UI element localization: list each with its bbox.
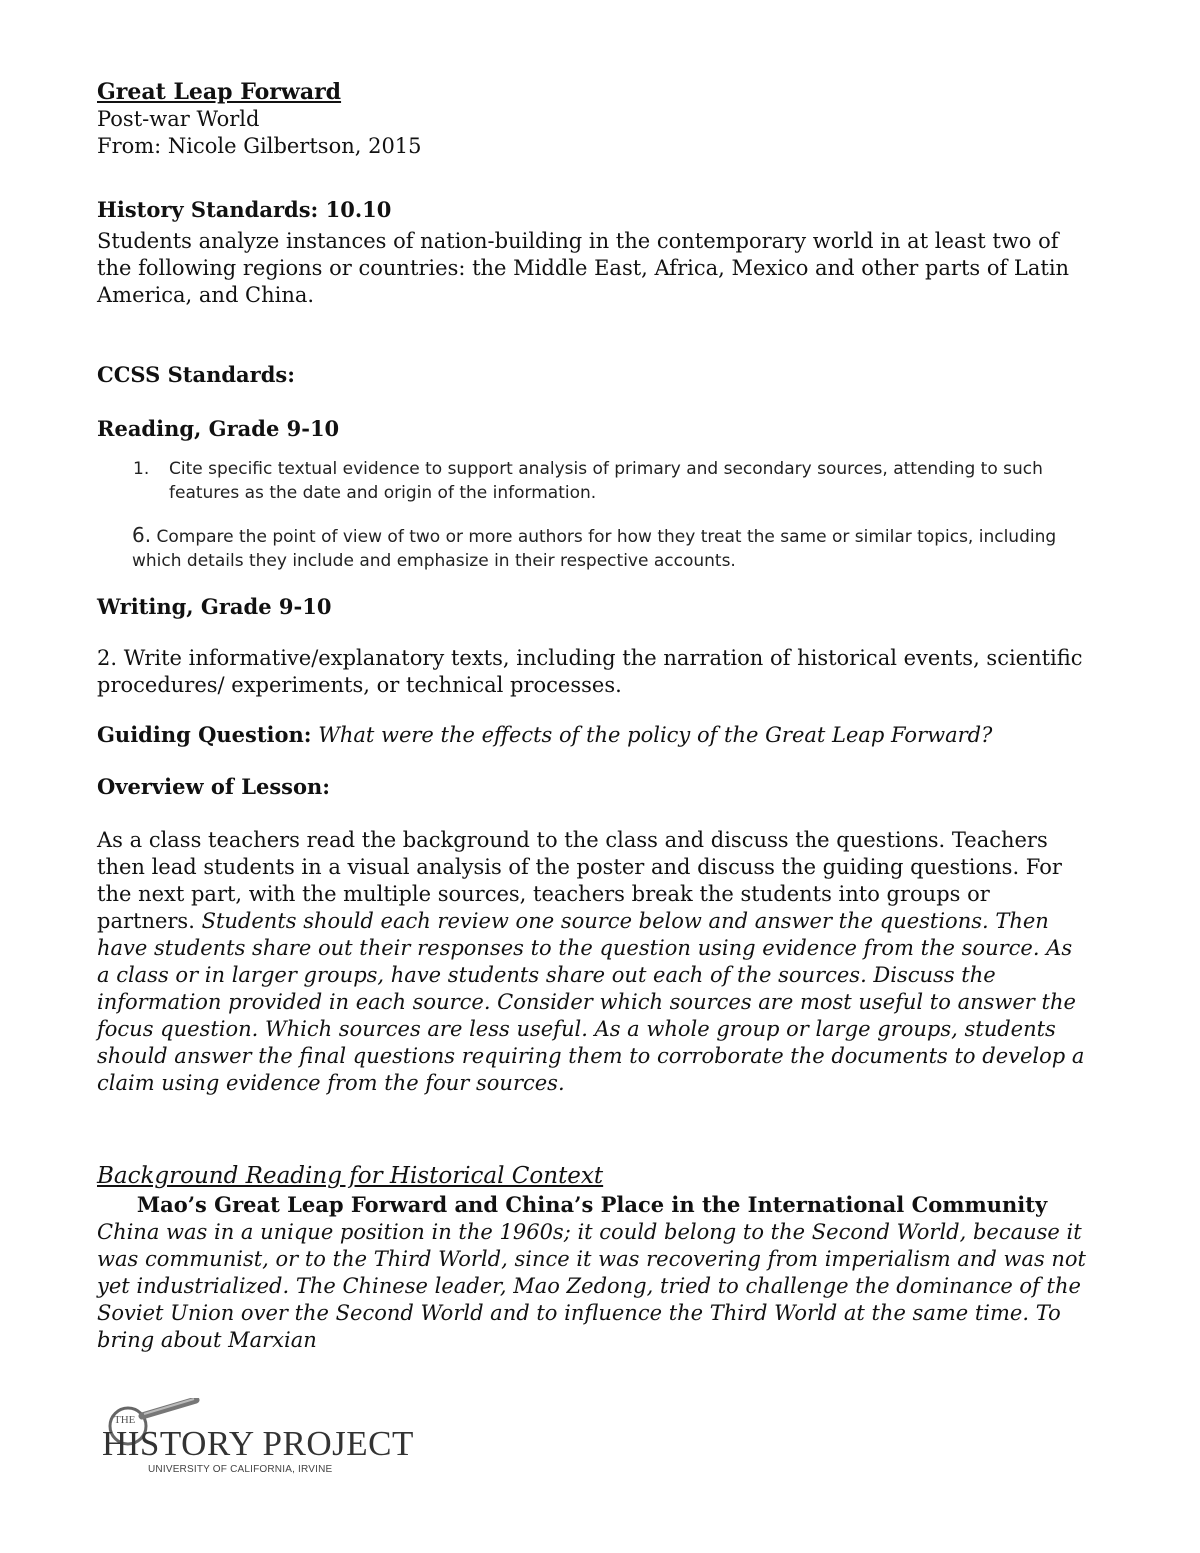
writing-text: 2. Write informative/explanatory texts, including the narration of historical events, scientific procedures/ experiments, or technical processes. bbox=[97, 646, 1083, 697]
history-standards-heading: History Standards: 10.10 bbox=[97, 197, 392, 222]
reading-item-text: Compare the point of view of two or more authors for how they treat the same or similar topics, including which details they include and emphasize in their respective accounts. bbox=[132, 527, 1057, 571]
document-author: From: Nicole Gilbertson, 2015 bbox=[97, 134, 422, 158]
logo-small-text: THE bbox=[114, 1414, 136, 1426]
overview-heading: Overview of Lesson: bbox=[97, 774, 330, 799]
guiding-question bbox=[97, 721, 1087, 749]
reading-heading: Reading, Grade 9-10 bbox=[97, 416, 340, 441]
overview-text-italic: Students should each review one source below and answer the questions. Then have students share out their responses to the question using evidence from the source. As a class or in larger groups, have students share out each of the sources. Discuss the information provided in each source. Consider which sources are most useful to answer the focus question. Which sources are less useful. As a whole group or large groups, students should answer the final questions requiring them to corroborate the documents to develop a claim using evidence from the four sources. bbox=[97, 909, 1085, 1095]
logo-main-text: HISTORY PROJECT bbox=[102, 1424, 414, 1463]
reading-item-number: 1. bbox=[133, 459, 150, 479]
history-standards-text: Students analyze instances of nation-building in the contemporary world in at least two of the following regions or countries: the Middle East, Africa, Mexico and other parts of Latin America, and China. bbox=[97, 229, 1070, 307]
reading-item-text: Cite specific textual evidence to support analysis of primary and secondary sources, attending to such features as the date and origin of the information. bbox=[169, 459, 1043, 503]
reading-item-number: 6. bbox=[132, 523, 152, 547]
reading-item-6 bbox=[97, 523, 1087, 573]
document-page bbox=[97, 78, 1087, 1354]
overview-text-plain: As a class teachers read the background to the class and discuss the questions. Teachers then lead students in a visual analysis of the poster and discuss the guiding questions. For the next part, with the multiple sources, teachers break the students into groups or partners. bbox=[97, 828, 1062, 933]
history-project-logo bbox=[100, 1398, 430, 1478]
guiding-question-label: Guiding Question: bbox=[97, 722, 312, 747]
ccss-heading: CCSS Standards: bbox=[97, 362, 295, 387]
guiding-question-text: What were the effects of the policy of the Great Leap Forward? bbox=[318, 723, 993, 747]
document-title: Great Leap Forward bbox=[97, 79, 342, 105]
document-subtitle: Post-war World bbox=[97, 107, 260, 131]
overview-text bbox=[97, 827, 1087, 1097]
reading-item-1 bbox=[97, 457, 1087, 505]
background-text: China was in a unique position in the 1960s; it could belong to the Second World, because it was communist, or to the Third World, since it was recovering from imperialism and was not yet industrialized. The Chinese leader, Mao Zedong, tried to challenge the dominance of the Soviet Union over the Second World and to influence the Third World at the same time. To bring about Marxian bbox=[97, 1220, 1086, 1352]
writing-heading: Writing, Grade 9-10 bbox=[97, 594, 332, 619]
background-heading: Background Reading for Historical Context bbox=[97, 1163, 604, 1189]
logo-sub-text: UNIVERSITY OF CALIFORNIA, IRVINE bbox=[148, 1464, 333, 1475]
background-subheading: Mao’s Great Leap Forward and China’s Place in the International Community bbox=[136, 1192, 1048, 1217]
